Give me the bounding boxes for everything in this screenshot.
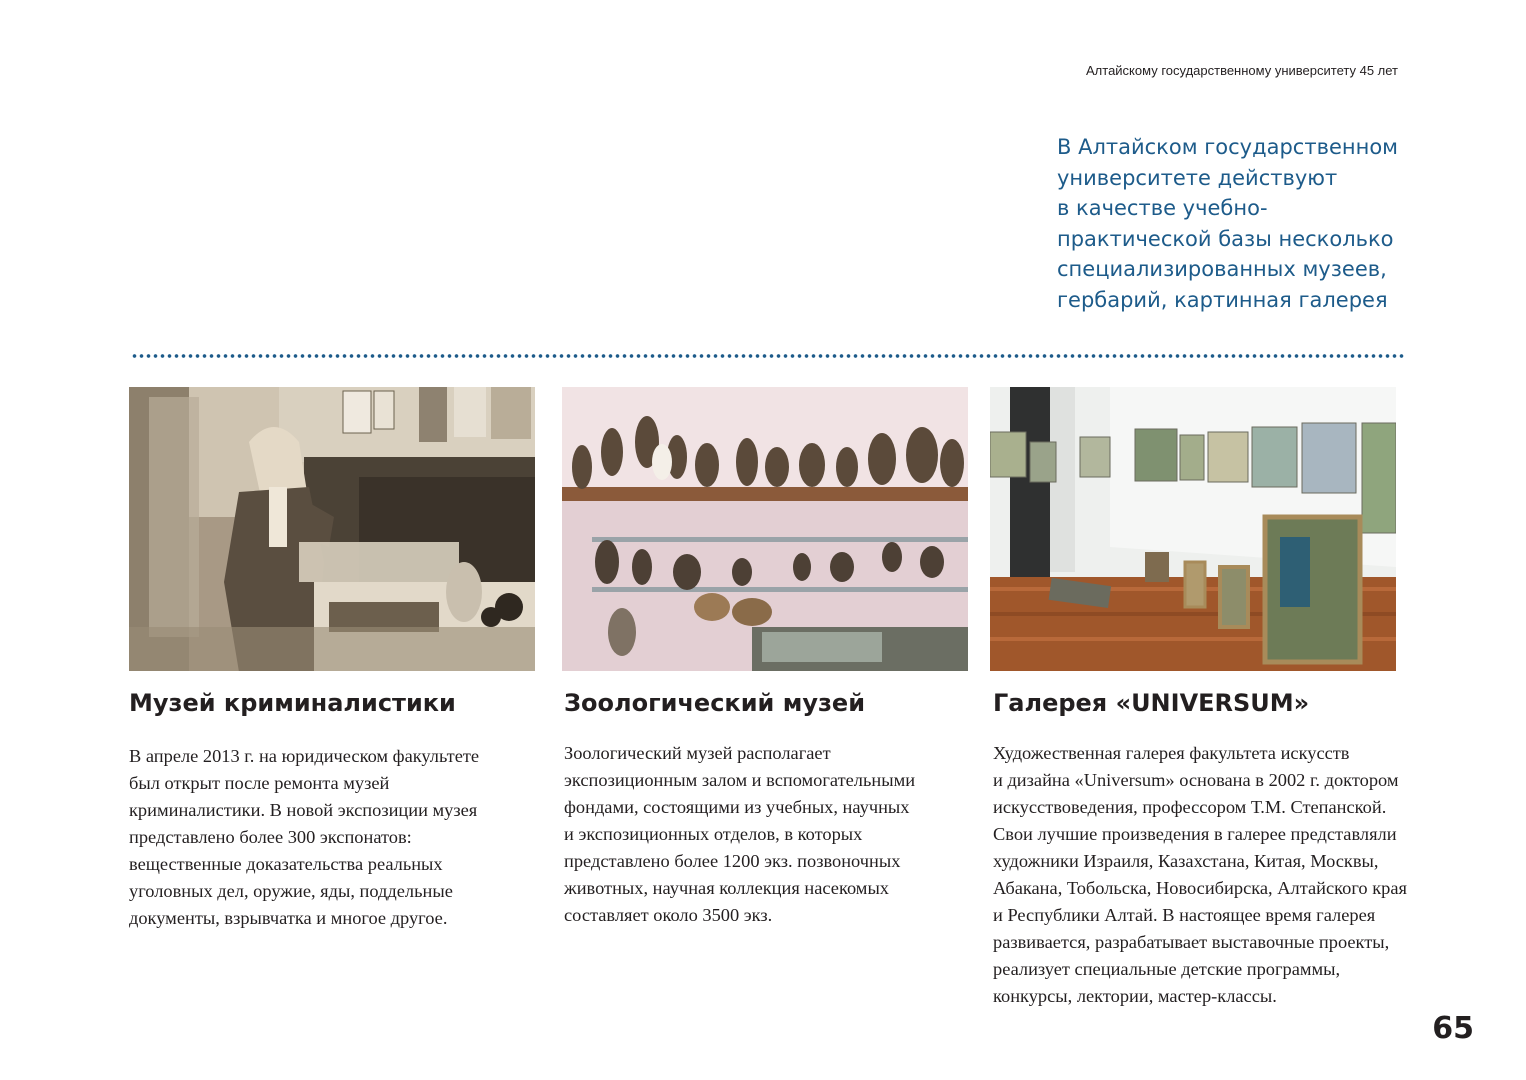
card-title: Музей криминалистики: [129, 689, 456, 717]
text-line: был открыт после ремонта музей: [129, 773, 390, 793]
card-description: [129, 743, 589, 932]
card-description: [993, 740, 1453, 1010]
text-line: и Республики Алтай. В настоящее время галерея: [993, 905, 1376, 925]
universum-gallery-photo: [990, 387, 1396, 671]
text-line: и экспозиционных отделов, в которых: [564, 824, 863, 844]
text-line: В апреле 2013 г. на юридическом факультете: [129, 746, 480, 766]
text-line: Художественная галерея факультета искусств: [993, 743, 1350, 763]
lead-line: практической базы несколько: [1057, 226, 1394, 251]
card-description: [564, 740, 1024, 929]
lead-line: В Алтайском государственном: [1057, 135, 1399, 159]
card-title: Галерея «UNIVERSUM»: [993, 689, 1310, 717]
text-line: животных, научная коллекция насекомых: [564, 878, 889, 898]
criminalistics-museum-photo: [129, 387, 535, 671]
text-line: вещественные доказательства реальных: [129, 854, 443, 874]
card-criminalistics-museum: [129, 387, 535, 928]
text-line: развивается, разрабатывает выставочные проекты,: [993, 932, 1390, 952]
text-line: и дизайна «Universum» основана в 2002 г. доктором: [993, 770, 1399, 790]
text-line: представлено более 300 экспонатов:: [129, 827, 412, 847]
text-line: искусствоведения, профессором Т.М. Степанской.: [993, 797, 1387, 817]
card-zoological-museum: [562, 387, 968, 925]
text-line: Зоологический музей располагает: [564, 743, 831, 763]
lead-line: университете действуют: [1057, 165, 1338, 190]
card-universum-gallery: [990, 387, 1407, 1006]
text-line: криминалистики. В новой экспозиции музея: [129, 800, 478, 820]
text-line: уголовных дел, оружие, яды, поддельные: [129, 881, 453, 901]
text-line: Свои лучшие произведения в галерее представляли: [993, 824, 1397, 844]
lead-paragraph: [1057, 132, 1417, 315]
zoological-museum-photo: [562, 387, 968, 671]
lead-line: гербарий, картинная галерея: [1057, 287, 1388, 312]
page-number: 65: [1432, 1011, 1474, 1046]
text-line: представлено более 1200 экз. позвоночных: [564, 851, 901, 871]
text-line: документы, взрывчатка и многое другое.: [129, 908, 448, 928]
lead-line: специализированных музеев,: [1057, 257, 1387, 281]
dotted-divider: [131, 353, 1405, 359]
text-line: фондами, состоящими из учебных, научных: [564, 797, 910, 817]
text-line: экспозиционным залом и вспомогательными: [564, 770, 916, 790]
running-header: Алтайскому государственному университету 45 лет: [1086, 63, 1398, 78]
text-line: реализует специальные детские программы,: [993, 959, 1341, 979]
lead-line: в качестве учебно-: [1057, 196, 1268, 220]
text-line: составляет около 3500 экз.: [564, 905, 773, 925]
text-line: Абакана, Тобольска, Новосибирска, Алтайского края: [993, 878, 1407, 898]
text-line: художники Израиля, Казахстана, Китая, Москвы,: [993, 851, 1379, 871]
card-title: Зоологический музей: [564, 689, 866, 717]
text-line: конкурсы, лектории, мастер-классы.: [993, 986, 1277, 1006]
